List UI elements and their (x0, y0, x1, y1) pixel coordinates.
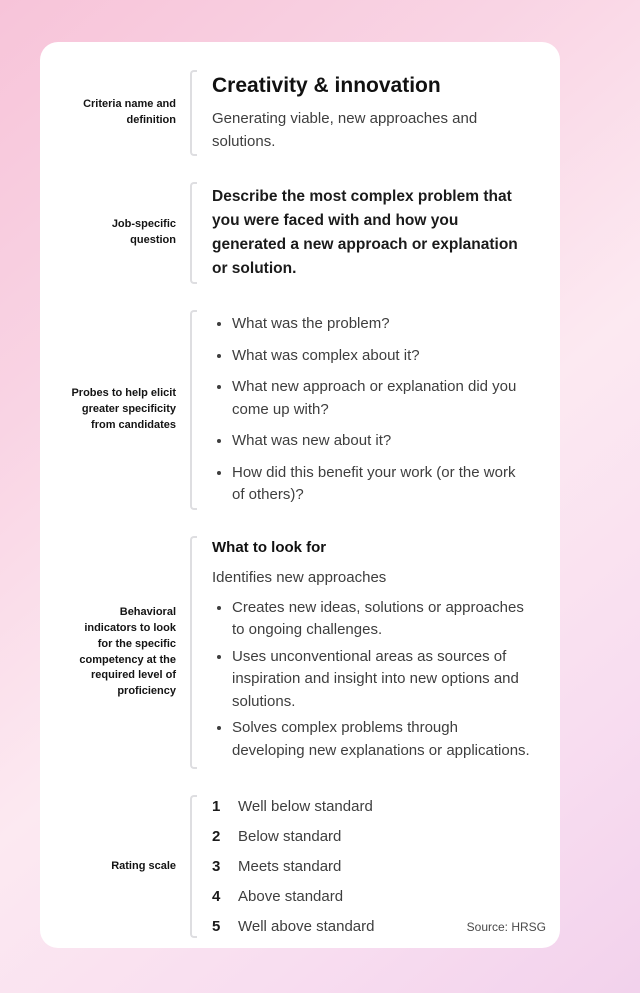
section-bracket (190, 795, 197, 938)
indicators-heading: What to look for (212, 538, 327, 556)
criteria-label: Criteria name and definition (83, 98, 176, 127)
section-indicators (68, 536, 532, 770)
rating-text: Well below standard (238, 798, 373, 816)
indicators-list (212, 597, 532, 763)
probe-item: • What new approach or explanation did you come up with? (232, 376, 532, 421)
rating-item (212, 858, 532, 875)
rating-content (190, 795, 532, 938)
section-criteria (68, 70, 532, 156)
criteria-content (190, 70, 532, 156)
rating-text: Below standard (238, 828, 342, 846)
rating-item (212, 888, 532, 905)
section-bracket (190, 310, 197, 510)
indicator-item: • Uses unconventional areas as sources of inspiration and insight into new options and solutions. (232, 646, 532, 714)
indicators-intro: Identifies new approaches (212, 568, 387, 586)
rating-number: 5 (212, 918, 221, 936)
rating-number: 2 (212, 828, 221, 846)
probes-label: Probes to help elicit greater specificity from candidates (71, 387, 176, 431)
question-label: Job-specific question (111, 218, 176, 247)
probe-item: • What was complex about it? (232, 345, 532, 368)
question-text: Describe the most complex problem that you were faced with and how you generated a new approach or explanation or solution. (212, 188, 518, 278)
indicator-item: • Solves complex problems through developing new explanations or applications. (232, 717, 532, 762)
indicators-label: Behavioral indicators to look for the specific competency at the required level of proficiency (79, 605, 176, 698)
section-probes (68, 310, 532, 510)
probes-list (212, 313, 532, 507)
indicator-item: • Creates new ideas, solutions or approaches to ongoing challenges. (232, 597, 532, 642)
section-bracket (190, 182, 197, 284)
rating-text: Above standard (238, 888, 344, 906)
criteria-title: Creativity & innovation (212, 74, 441, 97)
rating-text: Well above standard (238, 918, 375, 936)
indicators-content (190, 536, 532, 770)
scorecard-card (40, 42, 560, 948)
rating-number: 3 (212, 858, 221, 876)
rating-number: 1 (212, 798, 221, 816)
rating-text: Meets standard (238, 858, 342, 876)
source-credit: Source: HRSG (466, 920, 546, 934)
section-bracket (190, 70, 197, 156)
rating-label: Rating scale (111, 859, 176, 872)
probe-item: • What was new about it? (232, 430, 532, 453)
question-content (190, 182, 532, 284)
rating-item (212, 828, 532, 845)
probe-item: • What was the problem? (232, 313, 532, 336)
section-bracket (190, 536, 197, 770)
section-question (68, 182, 532, 284)
section-rating (68, 795, 532, 938)
criteria-definition: Generating viable, new approaches and solutions. (212, 110, 478, 150)
probes-content (190, 310, 532, 510)
probe-item: • How did this benefit your work (or the work of others)? (232, 462, 532, 507)
rating-number: 4 (212, 888, 221, 906)
rating-item (212, 798, 532, 815)
